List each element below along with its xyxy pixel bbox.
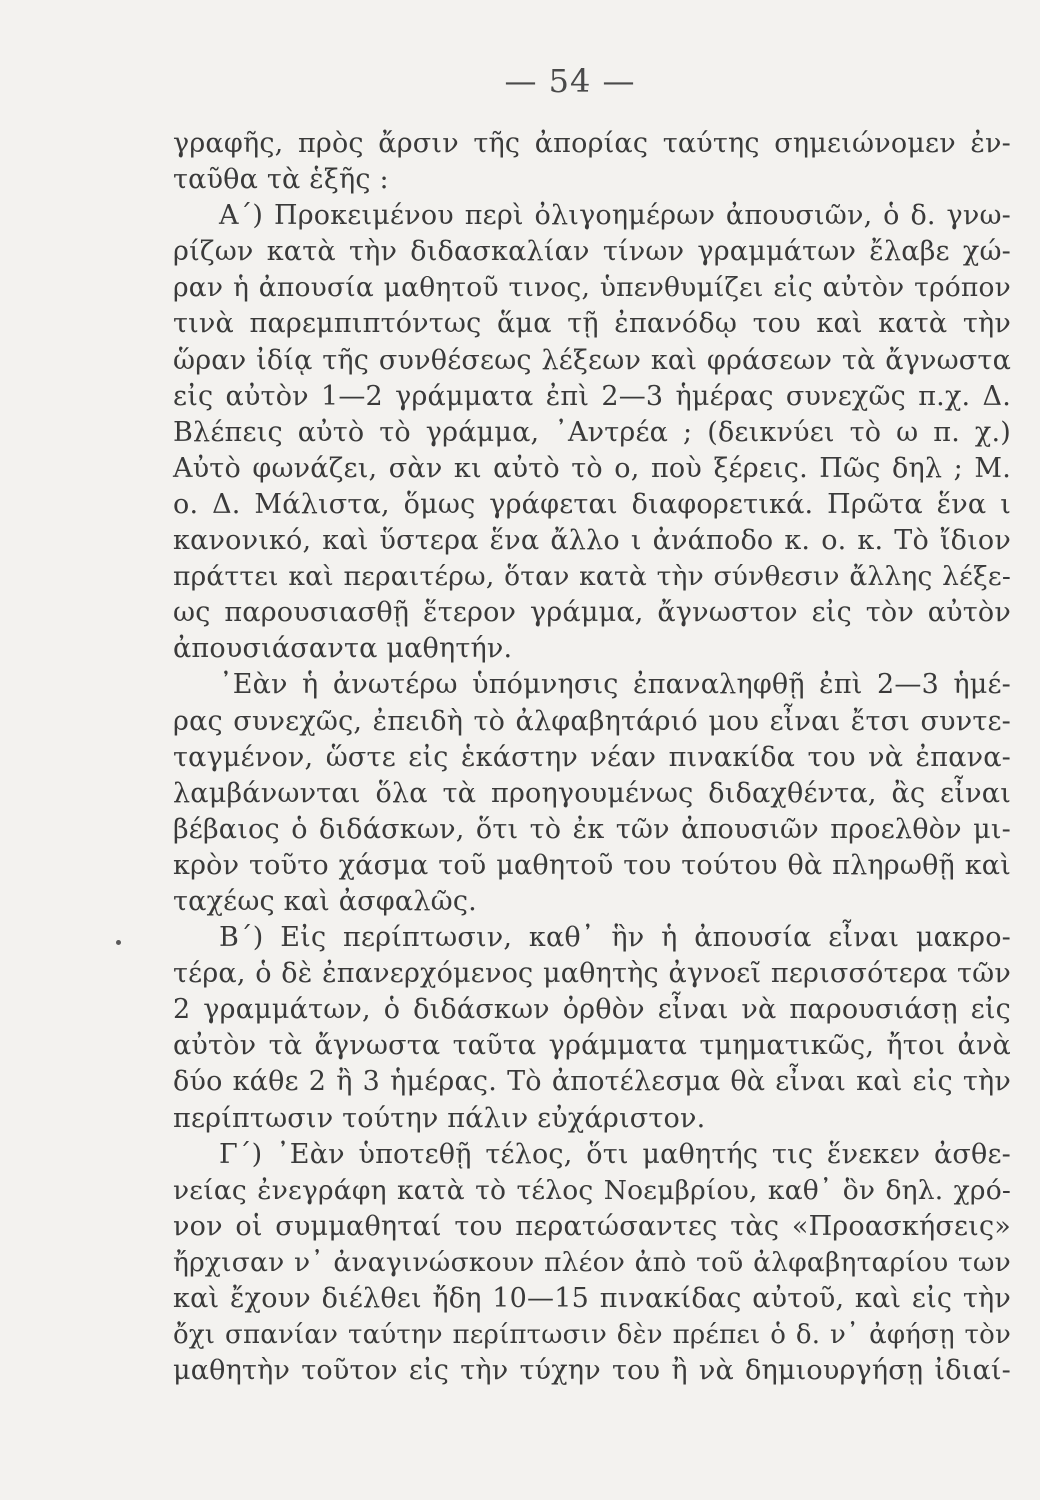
text-line: ταῦθα τὰ ἑξῆς : — [173, 164, 389, 196]
body-text — [173, 126, 1011, 1389]
text-line: βέβαιος ὁ διδάσκων, ὅτι τὸ ἐκ τῶν ἀπουσιῶν προελθὸν μι- — [173, 813, 1011, 845]
text-line: ταγμένον, ὥστε εἰς ἑκάστην νέαν πινακίδα του νὰ ἐπανα- — [173, 741, 1011, 773]
text-line: ᾿Εὰν ἡ ἀνωτέρω ὑπόμνησις ἐπαναληφθῇ ἐπὶ 2—3 ἡμέ- — [219, 669, 1011, 701]
text-line: ὄχι σπανίαν ταύτην περίπτωσιν δὲν πρέπει ὁ δ. ν᾿ ἀφήσῃ τὸν — [173, 1320, 1011, 1351]
text-line: ἀπουσιάσαντα μαθητήν. — [173, 633, 513, 665]
text-line: νείας ἐνεγράφη κατὰ τὸ τέλος Νοεμβρίου, καθ᾿ ὃν δηλ. χρό- — [173, 1174, 1011, 1206]
text-line: ὥραν ἰδίᾳ τῆς συνθέσεως λέξεων καὶ φράσεων τὰ ἄγνωστα — [173, 344, 1011, 376]
text-line: 2 γραμμάτων, ὁ διδάσκων ὀρθὸν εἶναι νὰ παρουσιάσῃ εἰς — [173, 994, 1011, 1026]
text-line: ἤρχισαν ν᾿ ἀναγινώσκουν πλέον ἀπὸ τοῦ ἀλφαβηταρίου των — [173, 1246, 1011, 1278]
text-line: ρας συνεχῶς, ἐπειδὴ τὸ ἀλφαβητάριό μου εἶναι ἔτσι συντε- — [173, 705, 1011, 737]
text-line: ταχέως καὶ ἀσφαλῶς. — [173, 885, 477, 917]
margin-mark — [116, 940, 121, 945]
text-line: Γ΄) ᾿Εὰν ὑποτεθῇ τέλος, ὅτι μαθητής τις ἕνεκεν ἀσθε- — [219, 1138, 1011, 1170]
text-line: πράττει καὶ περαιτέρω, ὅταν κατὰ τὴν σύνθεσιν ἄλλης λέξε- — [173, 561, 1011, 593]
text-line: νον οἱ συμμαθηταί του περατώσαντες τὰς «Προασκήσεις» — [173, 1210, 1011, 1242]
text-line: Α΄) Προκειμένου περὶ ὀλιγοημέρων ἀπουσιῶν, ὁ δ. γνω- — [219, 200, 1011, 232]
text-line: ραν ἡ ἀπουσία μαθητοῦ τινος, ὑπενθυμίζει εἰς αὐτὸν τρόπον — [173, 272, 1011, 304]
text-line: Αὐτὸ φωνάζει, σὰν κι αὐτὸ τὸ ο, ποὺ ξέρεις. Πῶς δηλ ; Μ. — [173, 452, 1011, 484]
page-number: — 54 — — [504, 62, 636, 100]
text-line: κανονικό, καὶ ὕστερα ἕνα ἄλλο ι ἀνάποδο κ. ο. κ. Τὸ ἴδιον — [173, 525, 1011, 557]
text-line: αὐτὸν τὰ ἄγνωστα ταῦτα γράμματα τμηματικῶς, ἤτοι ἀνὰ — [173, 1030, 1011, 1062]
text-line: τινὰ παρεμπιπτόντως ἅμα τῇ ἐπανόδῳ του καὶ κατὰ τὴν — [173, 308, 1011, 340]
text-line: δύο κάθε 2 ἢ 3 ἡμέρας. Τὸ ἀποτέλεσμα θὰ εἶναι καὶ εἰς τὴν — [173, 1066, 1011, 1098]
text-line: ρίζων κατὰ τὴν διδασκαλίαν τίνων γραμμάτων ἔλαβε χώ- — [173, 236, 1011, 268]
text-line: Β΄) Εἰς περίπτωσιν, καθ᾿ ἣν ἡ ἀπουσία εἶναι μακρο- — [219, 922, 1011, 954]
text-line: λαμβάνωνται ὅλα τὰ προηγουμένως διδαχθέντα, ἂς εἶναι — [173, 777, 1011, 809]
text-line: Βλέπεις αὐτὸ τὸ γράμμα, ᾿Αντρέα ; (δεικνύει τὸ ω π. χ.) — [173, 416, 1011, 448]
text-line: περίπτωσιν τούτην πάλιν εὐχάριστον. — [173, 1102, 706, 1134]
text-line: ο. Δ. Μάλιστα, ὅμως γράφεται διαφορετικά. Πρῶτα ἕνα ι — [173, 488, 1011, 520]
text-line: γραφῆς, πρὸς ἄρσιν τῆς ἀπορίας ταύτης σημειώνομεν ἐν- — [173, 128, 1011, 159]
text-line: μαθητὴν τοῦτον εἰς τὴν τύχην του ἢ νὰ δημιουργήσῃ ἰδιαί- — [173, 1355, 1011, 1387]
text-line: ως παρουσιασθῇ ἕτερον γράμμα, ἄγνωστον εἰς τὸν αὐτὸν — [173, 597, 1011, 629]
text-line: καὶ ἔχουν διέλθει ἤδη 10—15 πινακίδας αὐτοῦ, καὶ εἰς τὴν — [173, 1283, 1011, 1314]
text-line: εἰς αὐτὸν 1—2 γράμματα ἐπὶ 2—3 ἡμέρας συνεχῶς π.χ. Δ. — [173, 380, 1011, 412]
text-line: κρὸν τοῦτο χάσμα τοῦ μαθητοῦ του τούτου θὰ πληρωθῇ καὶ — [173, 849, 1011, 881]
text-line: τέρα, ὁ δὲ ἐπανερχόμενος μαθητὴς ἀγνοεῖ περισσότερα τῶν — [173, 958, 1011, 990]
